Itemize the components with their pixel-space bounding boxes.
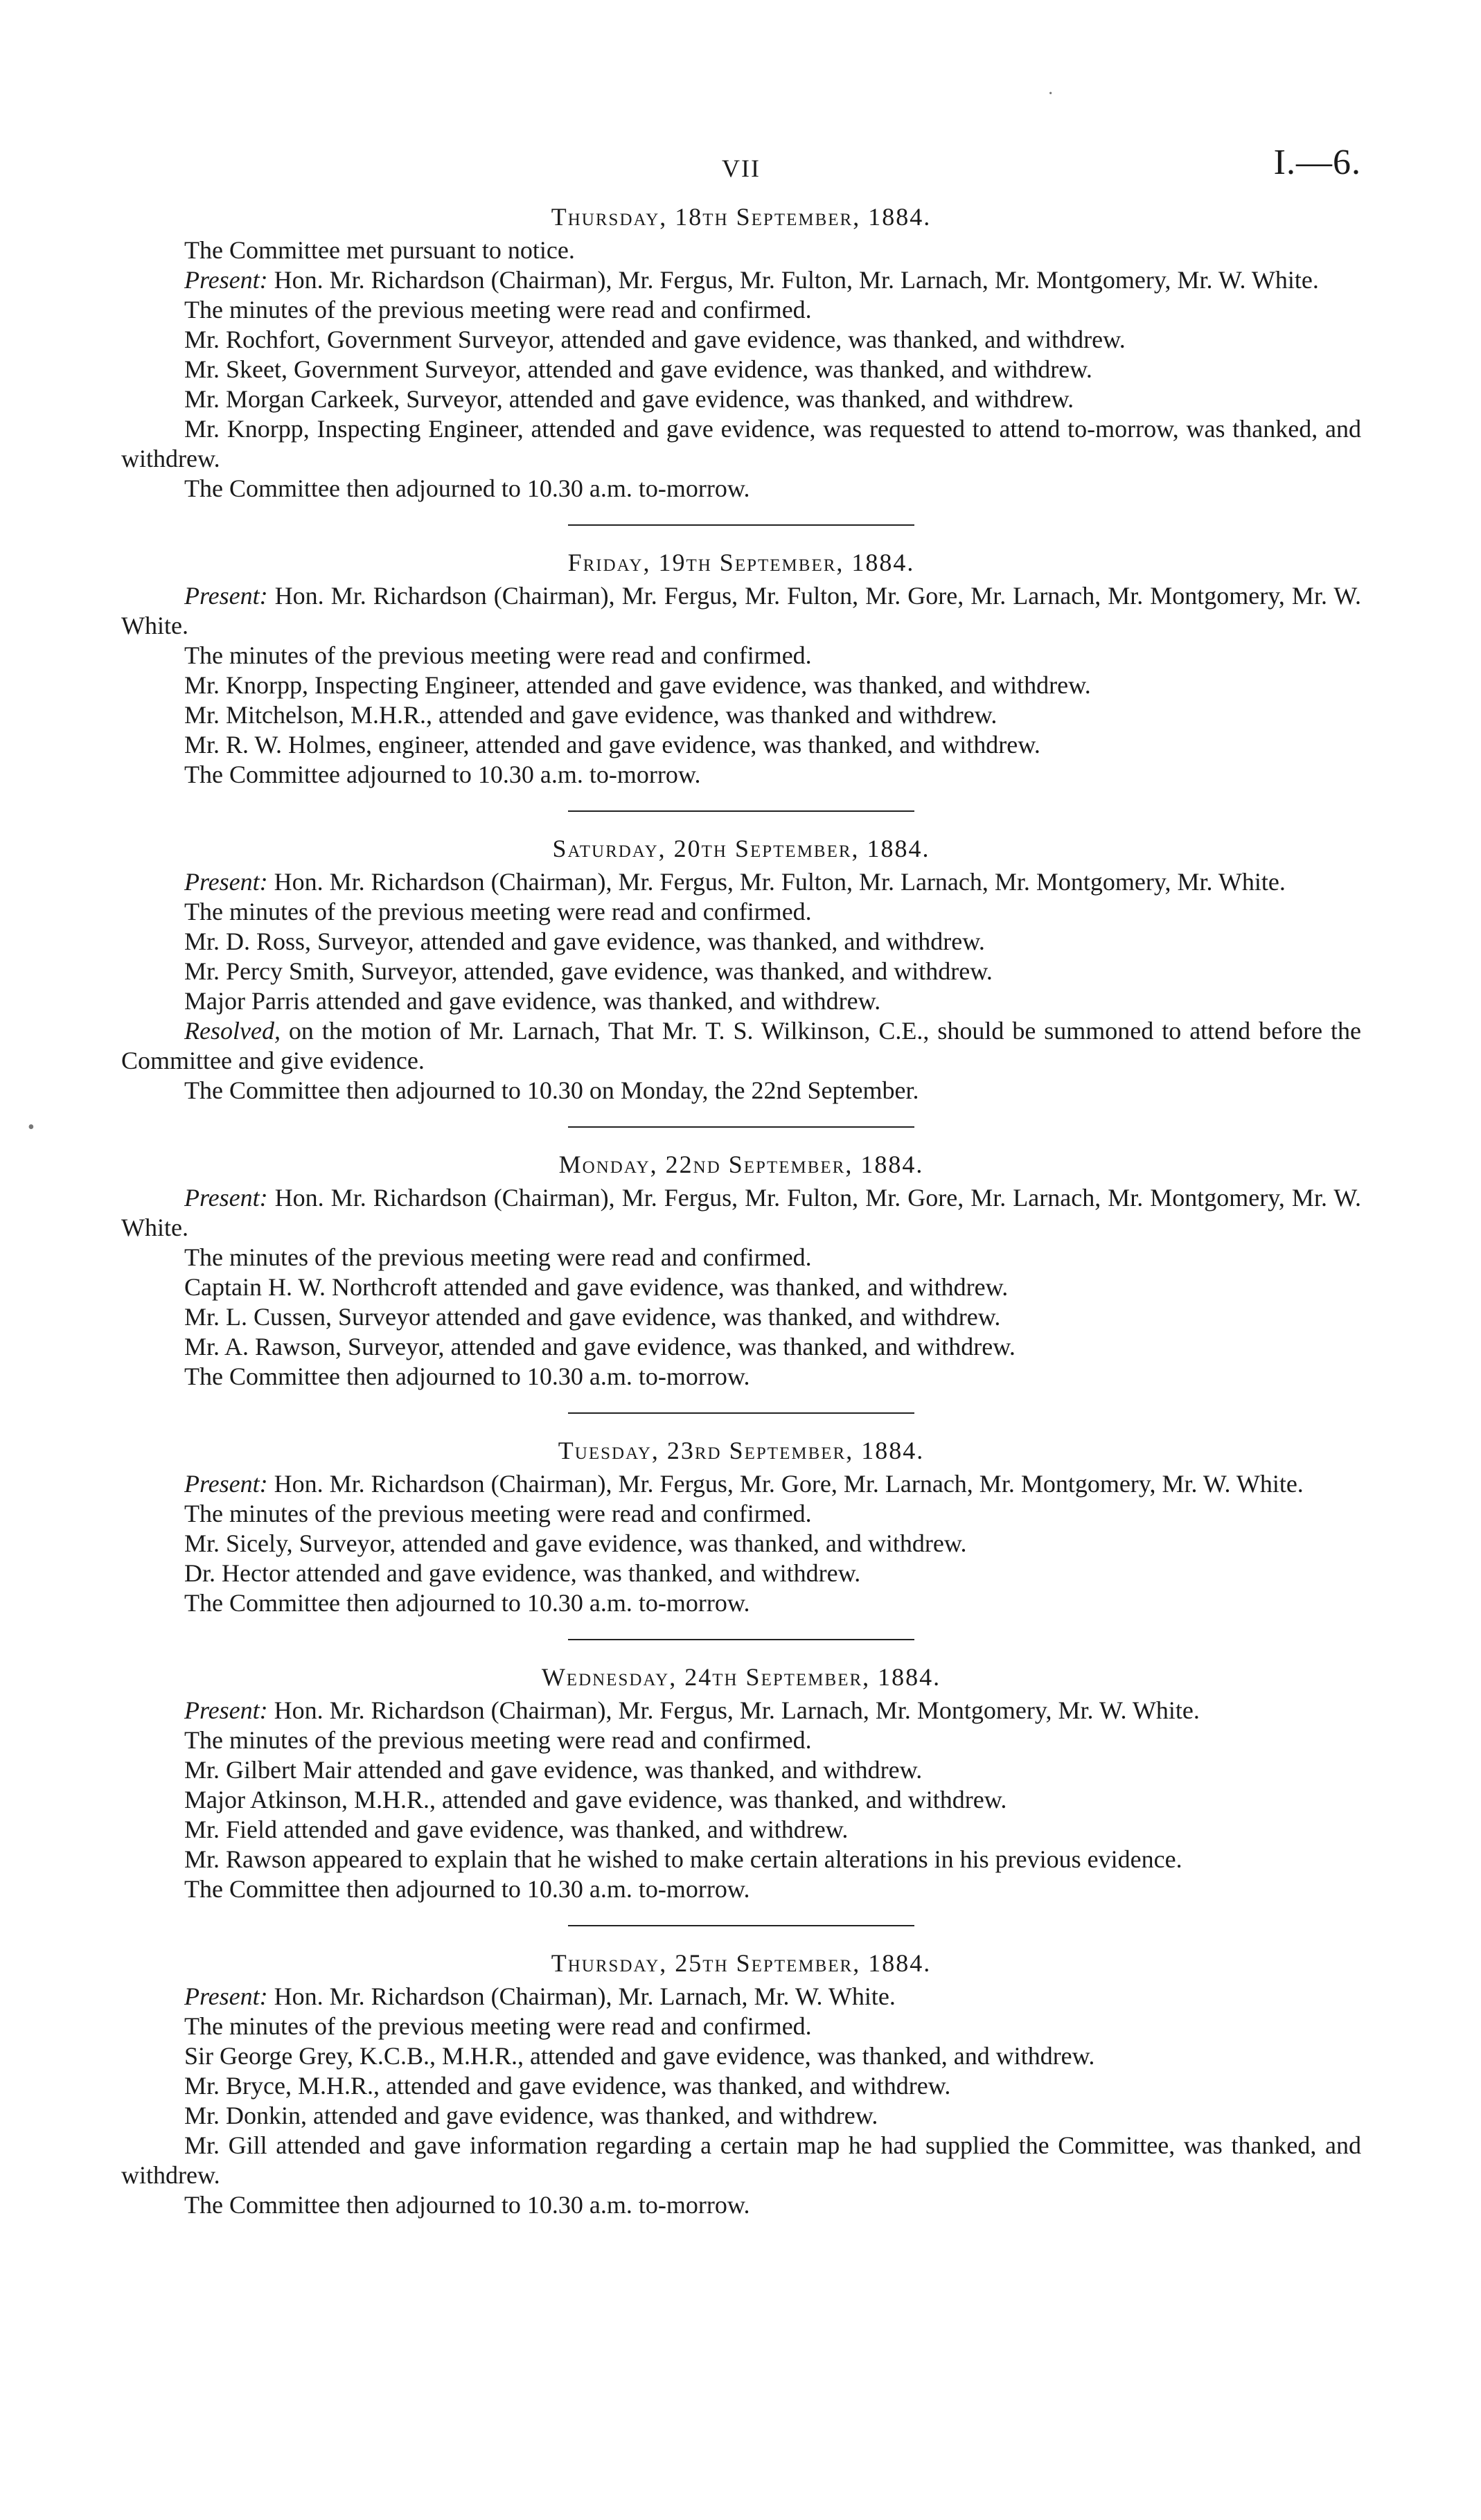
entry-text: Mr. Skeet, Government Surveyor, attended and gave evidence, was thanked, and withdrew.	[184, 355, 1092, 383]
minute-entry	[121, 236, 1361, 265]
entry-text: Hon. Mr. Richardson (Chairman), Mr. Fergus, Mr. Larnach, Mr. Montgomery, Mr. W. White.	[267, 1696, 1200, 1724]
minute-entry	[121, 1016, 1361, 1076]
scan-speck: ·	[1047, 83, 1054, 105]
section-divider	[568, 1126, 914, 1128]
entry-text: Mr. Gilbert Mair attended and gave evidence, was thanked, and withdrew.	[184, 1756, 923, 1784]
entry-lead-word: Present:	[184, 868, 268, 896]
entry-lead-word: Present:	[184, 582, 268, 610]
entry-text: Mr. Gill attended and gave information regarding a certain map he had supplied the Committee, was thanked, and withdrew.	[121, 2131, 1361, 2189]
entry-text: Mr. Percy Smith, Surveyor, attended, gave evidence, was thanked, and withdrew.	[184, 957, 993, 985]
entry-text: The Committee then adjourned to 10.30 a.m. to-morrow.	[184, 1875, 750, 1903]
minute-entry	[121, 2012, 1361, 2041]
page-header	[121, 0, 1361, 201]
entry-lead-word: Present:	[184, 1470, 268, 1498]
meeting-section	[121, 547, 1361, 790]
entry-lead-word: Resolved,	[184, 1017, 281, 1045]
meeting-date: Wednesday, 24th September, 1884.	[541, 1663, 941, 1691]
entry-lead-word: Present:	[184, 1184, 268, 1212]
minute-entry	[121, 927, 1361, 957]
minute-entry	[121, 1469, 1361, 1499]
entry-text: Mr. R. W. Holmes, engineer, attended and gave evidence, was thanked, and withdrew.	[184, 731, 1040, 758]
minute-entry	[121, 700, 1361, 730]
entry-text: Major Atkinson, M.H.R., attended and gave evidence, was thanked, and withdrew.	[184, 1786, 1007, 1813]
entry-text: The Committee then adjourned to 10.30 a.m. to-morrow.	[184, 1589, 750, 1617]
meeting-section	[121, 1148, 1361, 1392]
minute-entry	[121, 414, 1361, 474]
minute-entry	[121, 1529, 1361, 1559]
minute-entry	[121, 1874, 1361, 1904]
minute-entry	[121, 265, 1361, 295]
minute-entry	[121, 1332, 1361, 1362]
meeting-date: Friday, 19th September, 1884.	[567, 549, 915, 576]
entry-text: The Committee met pursuant to notice.	[184, 236, 575, 264]
entry-lead-word: Present:	[184, 266, 268, 294]
minute-entry	[121, 325, 1361, 355]
entry-text: Hon. Mr. Richardson (Chairman), Mr. Fergus, Mr. Fulton, Mr. Gore, Mr. Larnach, Mr. Montgomery, Mr. W. White.	[121, 1184, 1361, 1241]
entry-lead-word: Present:	[184, 1982, 268, 2010]
entry-text: Hon. Mr. Richardson (Chairman), Mr. Fergus, Mr. Fulton, Mr. Gore, Mr. Larnach, Mr. Montgomery, Mr. W. White.	[121, 582, 1361, 639]
document-page	[121, 0, 1361, 2220]
meeting-section	[121, 1947, 1361, 2220]
entry-text: Mr. Mitchelson, M.H.R., attended and gave evidence, was thanked and withdrew.	[184, 701, 997, 729]
minute-entry	[121, 1588, 1361, 1618]
entry-text: The minutes of the previous meeting were read and confirmed.	[184, 296, 812, 323]
meeting-section	[121, 1661, 1361, 1904]
entry-text: on the motion of Mr. Larnach, That Mr. T. S. Wilkinson, C.E., should be summoned to attend before the Committee and give evidence.	[121, 1017, 1361, 1074]
minute-entry	[121, 1845, 1361, 1874]
meeting-date: Thursday, 18th September, 1884.	[551, 203, 932, 231]
entry-text: Hon. Mr. Richardson (Chairman), Mr. Fergus, Mr. Fulton, Mr. Larnach, Mr. Montgomery, Mr. White.	[267, 868, 1286, 896]
entry-text: The minutes of the previous meeting were read and confirmed.	[184, 1243, 812, 1271]
minute-entry	[121, 581, 1361, 641]
entry-text: The Committee then adjourned to 10.30 a.m. to-morrow.	[184, 1363, 750, 1390]
minute-entry	[121, 2041, 1361, 2071]
minute-entry	[121, 384, 1361, 414]
minute-entry	[121, 1559, 1361, 1588]
entry-text: The Committee adjourned to 10.30 a.m. to-morrow.	[184, 761, 701, 788]
entry-text: Mr. Rawson appeared to explain that he wished to make certain alterations in his previous evidence.	[184, 1845, 1182, 1873]
section-divider	[568, 1925, 914, 1926]
minute-entry	[121, 1076, 1361, 1106]
entry-text: Dr. Hector attended and gave evidence, was thanked, and withdrew.	[184, 1559, 861, 1587]
entry-text: The minutes of the previous meeting were read and confirmed.	[184, 1500, 812, 1527]
entry-text: The minutes of the previous meeting were read and confirmed.	[184, 898, 812, 925]
section-divider	[568, 1412, 914, 1414]
minute-entry	[121, 474, 1361, 504]
meetings-list	[121, 201, 1361, 2220]
meeting-date: Tuesday, 23rd September, 1884.	[558, 1437, 925, 1464]
minute-entry	[121, 295, 1361, 325]
entry-text: The minutes of the previous meeting were read and confirmed.	[184, 1726, 812, 1754]
scan-speck: •	[28, 1117, 35, 1138]
section-divider	[568, 524, 914, 526]
entry-text: Major Parris attended and gave evidence, was thanked, and withdrew.	[184, 987, 881, 1015]
entry-text: Hon. Mr. Richardson (Chairman), Mr. Fergus, Mr. Gore, Mr. Larnach, Mr. Montgomery, Mr. W. White.	[267, 1470, 1304, 1498]
meeting-section	[121, 1435, 1361, 1618]
entry-text: Mr. Bryce, M.H.R., attended and gave evidence, was thanked, and withdrew.	[184, 2072, 951, 2100]
entry-text: The Committee then adjourned to 10.30 on Monday, the 22nd September.	[184, 1076, 919, 1104]
minute-entry	[121, 1755, 1361, 1785]
meeting-date: Thursday, 25th September, 1884.	[551, 1949, 932, 1977]
meeting-section	[121, 201, 1361, 504]
meeting-date: Saturday, 20th September, 1884.	[552, 835, 930, 862]
entry-text: The Committee then adjourned to 10.30 a.m. to-morrow.	[184, 474, 750, 502]
entry-text: Captain H. W. Northcroft attended and gave evidence, was thanked, and withdrew.	[184, 1273, 1009, 1301]
entry-text: Sir George Grey, K.C.B., M.H.R., attended and gave evidence, was thanked, and withdrew.	[184, 2042, 1095, 2070]
minute-entry	[121, 1785, 1361, 1815]
minute-entry	[121, 2071, 1361, 2101]
entry-text: Mr. Rochfort, Government Surveyor, attended and gave evidence, was thanked, and withdrew.	[184, 326, 1126, 353]
entry-text: Hon. Mr. Richardson (Chairman), Mr. Larnach, Mr. W. White.	[267, 1982, 896, 2010]
minute-entry	[121, 1982, 1361, 2012]
minute-entry	[121, 1696, 1361, 1725]
entry-lead-word: Present:	[184, 1696, 268, 1724]
section-divider	[568, 1639, 914, 1640]
entry-text: Mr. L. Cussen, Surveyor attended and gave evidence, was thanked, and withdrew.	[184, 1303, 1001, 1331]
entry-text: Mr. Field attended and gave evidence, was thanked, and withdrew.	[184, 1816, 849, 1843]
minute-entry	[121, 957, 1361, 986]
minute-entry	[121, 897, 1361, 927]
entry-text: The minutes of the previous meeting were read and confirmed.	[184, 641, 812, 669]
meeting-date: Monday, 22nd September, 1884.	[558, 1151, 924, 1178]
minute-entry	[121, 1362, 1361, 1392]
minute-entry	[121, 730, 1361, 760]
minute-entry	[121, 641, 1361, 671]
minute-entry	[121, 2101, 1361, 2131]
minute-entry	[121, 1243, 1361, 1272]
entry-text: The Committee then adjourned to 10.30 a.m. to-morrow.	[184, 2191, 750, 2219]
entry-text: Mr. D. Ross, Surveyor, attended and gave evidence, was thanked, and withdrew.	[184, 928, 985, 955]
meeting-section	[121, 833, 1361, 1106]
minute-entry	[121, 1183, 1361, 1243]
minute-entry	[121, 355, 1361, 384]
minute-entry	[121, 1725, 1361, 1755]
minute-entry	[121, 760, 1361, 790]
minute-entry	[121, 1272, 1361, 1302]
section-divider	[568, 810, 914, 812]
entry-text: Mr. Morgan Carkeek, Surveyor, attended and gave evidence, was thanked, and withdrew.	[184, 385, 1074, 413]
minute-entry	[121, 2131, 1361, 2190]
entry-text: Mr. Donkin, attended and gave evidence, was thanked, and withdrew.	[184, 2102, 878, 2129]
entry-text: Mr. Knorpp, Inspecting Engineer, attended and gave evidence, was thanked, and withdrew.	[184, 671, 1091, 699]
entry-text: Hon. Mr. Richardson (Chairman), Mr. Fergus, Mr. Fulton, Mr. Larnach, Mr. Montgomery, Mr. W. White.	[267, 266, 1319, 294]
minute-entry	[121, 2190, 1361, 2220]
entry-text: Mr. A. Rawson, Surveyor, attended and gave evidence, was thanked, and withdrew.	[184, 1333, 1016, 1360]
minute-entry	[121, 1302, 1361, 1332]
minute-entry	[121, 1815, 1361, 1845]
minute-entry	[121, 867, 1361, 897]
entry-text: Mr. Sicely, Surveyor, attended and gave evidence, was thanked, and withdrew.	[184, 1529, 967, 1557]
minute-entry	[121, 1499, 1361, 1529]
entry-text: The minutes of the previous meeting were read and confirmed.	[184, 2012, 812, 2040]
minute-entry	[121, 671, 1361, 700]
page-number: VII	[722, 154, 761, 182]
series-number: I.—6.	[1273, 143, 1361, 182]
entry-text: Mr. Knorpp, Inspecting Engineer, attended and gave evidence, was requested to attend to-morrow, was thanked, and withdrew.	[121, 415, 1361, 472]
minute-entry	[121, 986, 1361, 1016]
